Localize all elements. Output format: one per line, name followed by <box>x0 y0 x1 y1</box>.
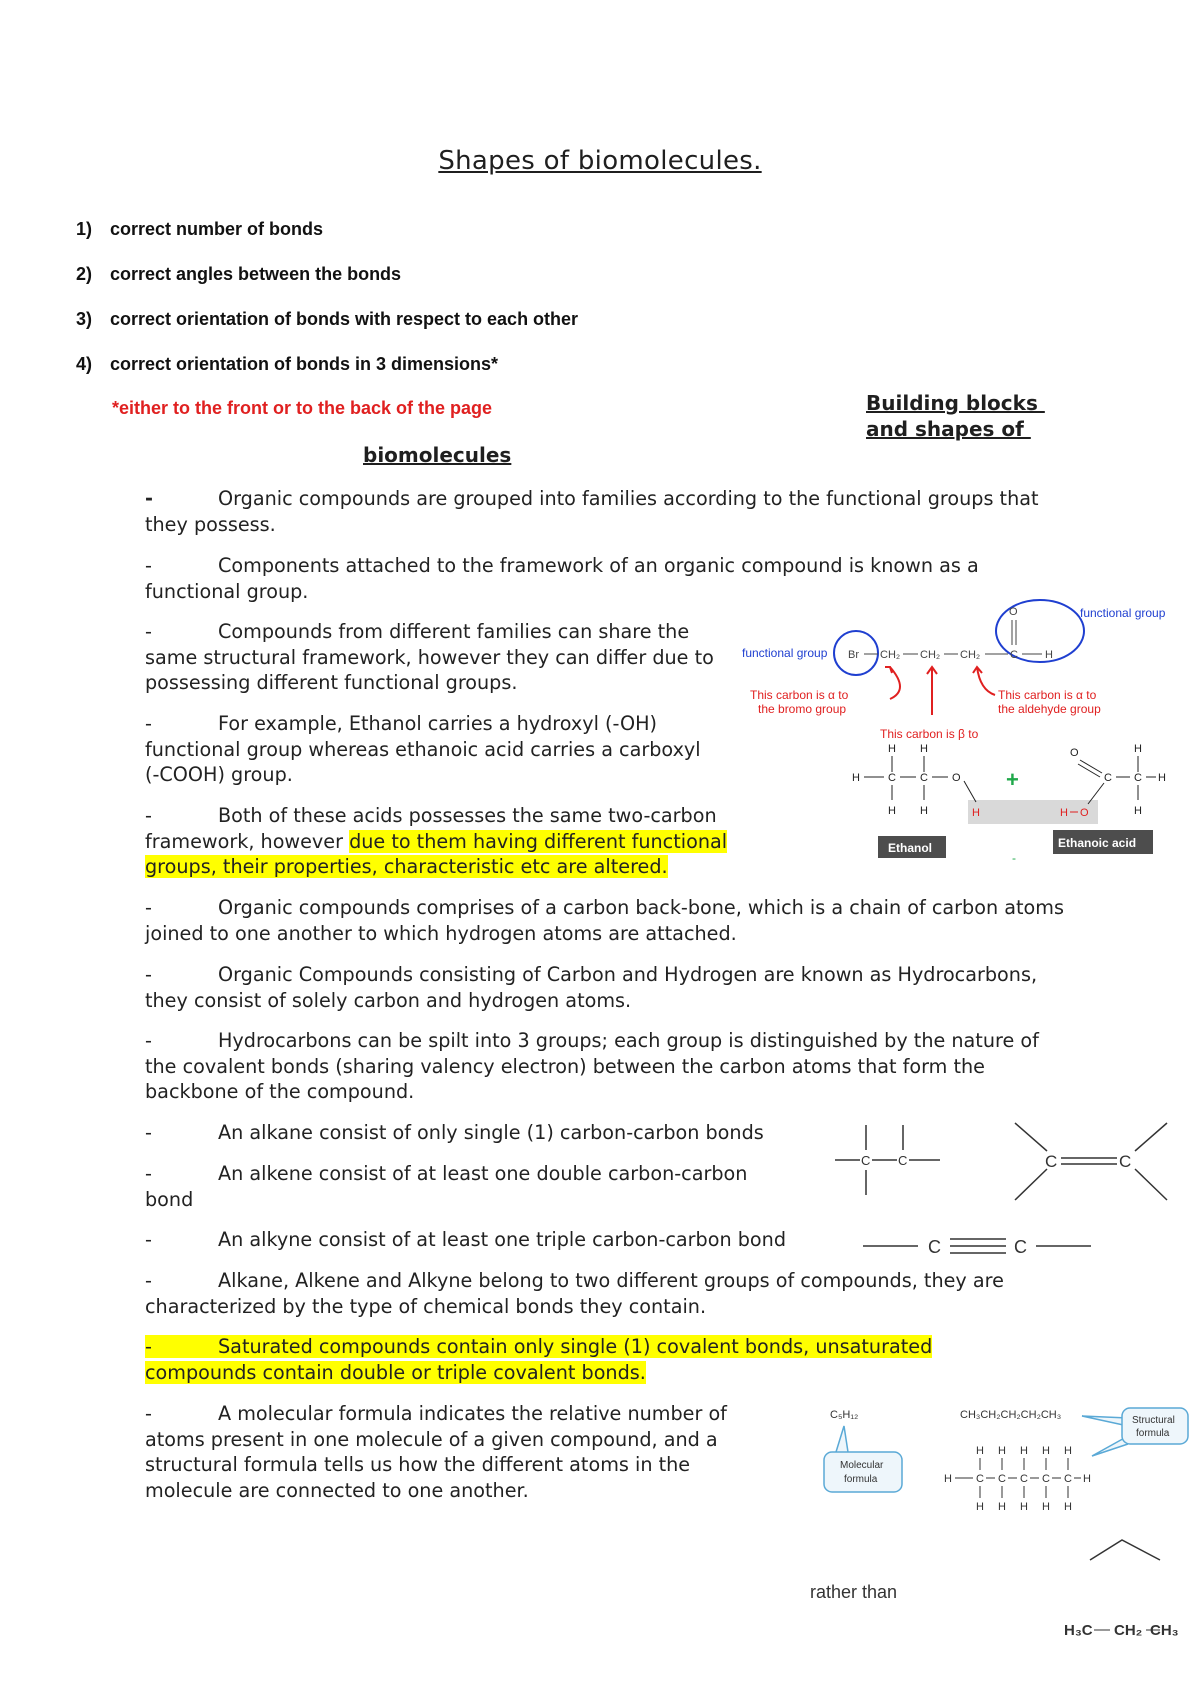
paragraph-text: An alkyne consist of at least one triple carbon-carbon bond <box>218 1228 786 1251</box>
callout-pointer <box>1082 1416 1128 1426</box>
page-title: Shapes of biomolecules. <box>438 146 762 176</box>
atom-carbon: C <box>976 1473 984 1485</box>
atom-ch2: CH₂ <box>880 649 901 661</box>
atom-oxygen: O <box>1080 807 1089 819</box>
bond-line <box>1135 1169 1167 1200</box>
atom-carbon: C <box>920 772 928 784</box>
plus-sign: + <box>1006 767 1019 792</box>
paragraph-text: For example, Ethanol carries a hydroxyl (-OH) functional group whereas ethanoic acid carries a carboxyl (-COOH) group. <box>145 712 701 786</box>
requirement-item <box>76 309 578 330</box>
alkene-bond-figure <box>1005 1115 1180 1210</box>
building-blocks-heading <box>866 390 1045 442</box>
propane-group: CH₂ <box>1114 1622 1143 1639</box>
paragraph-text: Organic compounds are grouped into families according to the functional groups that they possess. <box>145 487 1039 536</box>
paragraph <box>145 962 1045 1013</box>
bullet-dash: - <box>145 1029 152 1052</box>
alkyne-bond-figure <box>858 1228 1098 1260</box>
annotation-text: the bromo group <box>758 702 847 716</box>
atom-carbon: C <box>1045 1152 1058 1171</box>
functional-group-label-right: functional group <box>1080 606 1166 620</box>
requirement-text: correct angles between the bonds <box>110 264 402 284</box>
skeletal-formula <box>1090 1540 1160 1560</box>
atom-hydrogen: H <box>1064 1445 1072 1457</box>
paragraph <box>145 1268 1065 1319</box>
atom-carbon: C <box>1042 1473 1050 1485</box>
atom-hydrogen: H <box>1064 1501 1072 1513</box>
atom-hydrogen: H <box>852 772 860 784</box>
heading-line: Building blocks <box>866 391 1045 415</box>
highlighted-text: due to them having different functional groups, their properties, characteristic etc are altered. <box>145 829 728 878</box>
atom-hydrogen: H <box>1020 1445 1028 1457</box>
paragraph-text: An alkene consist of at least one double carbon-carbon bond <box>145 1162 748 1211</box>
bullet-dash: - <box>145 1228 152 1251</box>
requirement-item <box>76 219 323 240</box>
highlighted-text <box>145 1335 932 1384</box>
paragraph <box>145 1120 845 1146</box>
atom-carbon: C <box>1010 649 1018 661</box>
atom-hydrogen: H <box>1042 1501 1050 1513</box>
atom-carbon: C <box>1020 1473 1028 1485</box>
paragraph-text: Saturated compounds contain only single (1) covalent bonds, unsaturated compounds contain double or triple covalent bonds. <box>145 1335 933 1384</box>
atom-carbon: C <box>888 772 896 784</box>
atom-oxygen: O <box>1009 606 1018 618</box>
atom-hydrogen: H <box>976 1445 984 1457</box>
bullet-dash: - <box>145 1335 152 1358</box>
biomolecules-heading: biomolecules <box>363 443 512 467</box>
bullet-dash: - <box>145 487 153 510</box>
atom-carbon: C <box>861 1153 871 1168</box>
atom-hydrogen: H <box>998 1445 1006 1457</box>
paragraph <box>145 1028 1065 1105</box>
paragraph <box>145 895 1065 946</box>
paragraph <box>145 1161 795 1212</box>
paragraph <box>145 711 705 788</box>
paragraph-text: A molecular formula indicates the relative number of atoms present in one molecule of a given compound, and a structural formula tells us how the different atoms in the molecule are connected to one another. <box>145 1402 727 1502</box>
bullet-dash: - <box>145 1402 152 1425</box>
atom-oxygen: O <box>1070 747 1079 759</box>
alkane-bond-figure <box>825 1120 950 1200</box>
paragraph-text: Components attached to the framework of an organic compound is known as a functional group. <box>145 554 979 603</box>
propane-group: CH₃ <box>1150 1622 1179 1639</box>
atom-hydrogen: H <box>888 743 896 755</box>
paragraph-text: Organic Compounds consisting of Carbon and Hydrogen are known as Hydrocarbons, they consist of solely carbon and hydrogen atoms. <box>145 963 1038 1012</box>
bond-line <box>1078 764 1100 777</box>
ethanol-acid-figure <box>848 740 1168 865</box>
ethanol-label: Ethanol <box>888 841 932 855</box>
bullet-dash: - <box>145 804 152 827</box>
atom-oxygen: O <box>952 772 961 784</box>
heading-line: and shapes of <box>866 417 1031 441</box>
bullet-dash: - <box>145 896 152 919</box>
functional-group-figure <box>740 595 1180 740</box>
bond-line <box>1080 760 1102 773</box>
atom-hydrogen: H <box>1042 1445 1050 1457</box>
annotation-text: the aldehyde group <box>998 702 1101 716</box>
atom-carbon: C <box>998 1473 1006 1485</box>
atom-hydrogen: H <box>944 1473 952 1485</box>
annotation-text: This carbon is β to <box>880 727 979 740</box>
paragraph <box>145 1334 1005 1385</box>
bond-line <box>1135 1123 1167 1151</box>
callout-label: formula <box>1136 1428 1170 1439</box>
arrow-right <box>973 667 995 695</box>
atom-hydrogen: H <box>1020 1501 1028 1513</box>
paragraph-text: Organic compounds comprises of a carbon back-bone, which is a chain of carbon atoms joined to one another to which hydrogen atoms are attached. <box>145 896 1064 945</box>
bullet-dash: - <box>145 620 152 643</box>
bond-line <box>1015 1169 1047 1200</box>
atom-hydrogen: H <box>1060 807 1068 819</box>
paragraph <box>145 1227 845 1253</box>
requirement-text: correct number of bonds <box>110 219 324 239</box>
requirement-number: 3) <box>76 309 93 329</box>
callout-label: Molecular <box>840 1460 884 1471</box>
requirement-text: correct orientation of bonds in 3 dimensions* <box>110 354 499 374</box>
atom-hydrogen: H <box>972 807 980 819</box>
molecular-formula: C₅H₁₂ <box>830 1409 859 1421</box>
bullet-dash: - <box>145 963 152 986</box>
annotation-text: This carbon is α to <box>998 688 1097 702</box>
condensed-formula: CH₃CH₂CH₂CH₂CH₃ <box>960 1409 1062 1421</box>
requirement-number: 1) <box>76 219 93 239</box>
requirement-number: 2) <box>76 264 93 284</box>
requirement-item <box>76 264 401 285</box>
arrow-left <box>885 667 900 699</box>
callout-label: formula <box>844 1474 878 1485</box>
paragraph-text: Both of these acids possesses the same two-carbon framework, however <box>145 804 717 853</box>
requirement-item <box>76 354 498 375</box>
paragraph <box>145 619 735 696</box>
atom-hydrogen: H <box>976 1501 984 1513</box>
paragraph <box>145 803 765 880</box>
requirement-text: correct orientation of bonds with respect to each other <box>110 309 579 329</box>
paragraph-text: An alkane consist of only single (1) carbon-carbon bonds <box>218 1121 764 1144</box>
atom-hydrogen: H <box>1134 743 1142 755</box>
atom-hydrogen: H <box>1134 805 1142 817</box>
bullet-dash: - <box>145 554 152 577</box>
bullet-dash: - <box>145 712 152 735</box>
bullet-dash: - <box>145 1121 152 1144</box>
atom-carbon: C <box>1104 772 1112 784</box>
atom-hydrogen: H <box>888 805 896 817</box>
atom-hydrogen: H <box>998 1501 1006 1513</box>
dash-mark: - <box>1012 851 1016 865</box>
atom-ch2: CH₂ <box>920 649 941 661</box>
functional-group-label-left: functional group <box>742 646 828 660</box>
atom-carbon: C <box>898 1153 908 1168</box>
atom-carbon: C <box>928 1237 941 1257</box>
atom-carbon: C <box>1134 772 1142 784</box>
callout-pointer <box>836 1426 848 1452</box>
paragraph-text: Compounds from different families can share the same structural framework, however they can differ due to possessing different functional groups. <box>145 620 714 694</box>
paragraph-text: Hydrocarbons can be spilt into 3 groups; each group is distinguished by the nature of the covalent bonds (sharing valency electron) between the carbon atoms that form the backbone of the compound. <box>145 1029 1039 1103</box>
bond-line <box>1015 1123 1047 1151</box>
atom-carbon: C <box>1119 1152 1132 1171</box>
atom-hydrogen: H <box>1045 649 1053 661</box>
bullet-dash: - <box>145 1269 152 1292</box>
bullet-dash: - <box>145 1162 152 1185</box>
atom-hydrogen: H <box>920 743 928 755</box>
paragraph-text: Alkane, Alkene and Alkyne belong to two different groups of compounds, they are characterized by the type of chemical bonds they contain. <box>145 1269 1004 1318</box>
arrow-middle <box>927 667 937 715</box>
formula-figure <box>810 1402 1190 1692</box>
reaction-highlight-box <box>968 800 1098 824</box>
atom-carbon: C <box>1064 1473 1072 1485</box>
callout-label: Structural <box>1132 1415 1175 1426</box>
atom-carbon: C <box>1014 1237 1027 1257</box>
rather-than-text: rather than <box>810 1582 898 1602</box>
paragraph <box>145 486 1045 537</box>
footnote-red: *either to the front or to the back of the page <box>112 398 493 418</box>
molecular-label-bubble <box>824 1452 902 1492</box>
paragraph <box>145 1401 745 1503</box>
bond-line <box>964 781 976 802</box>
atom-hydrogen: H <box>920 805 928 817</box>
annotation-text: This carbon is α to <box>750 688 849 702</box>
propane-group: H₃C <box>1064 1622 1093 1639</box>
atom-hydrogen: H <box>1083 1473 1091 1485</box>
atom-ch2: CH₂ <box>960 649 981 661</box>
requirement-number: 4) <box>76 354 93 374</box>
acid-label: Ethanoic acid <box>1058 836 1137 850</box>
atom-hydrogen: H <box>1158 772 1166 784</box>
atom-bromine: Br <box>848 649 859 661</box>
